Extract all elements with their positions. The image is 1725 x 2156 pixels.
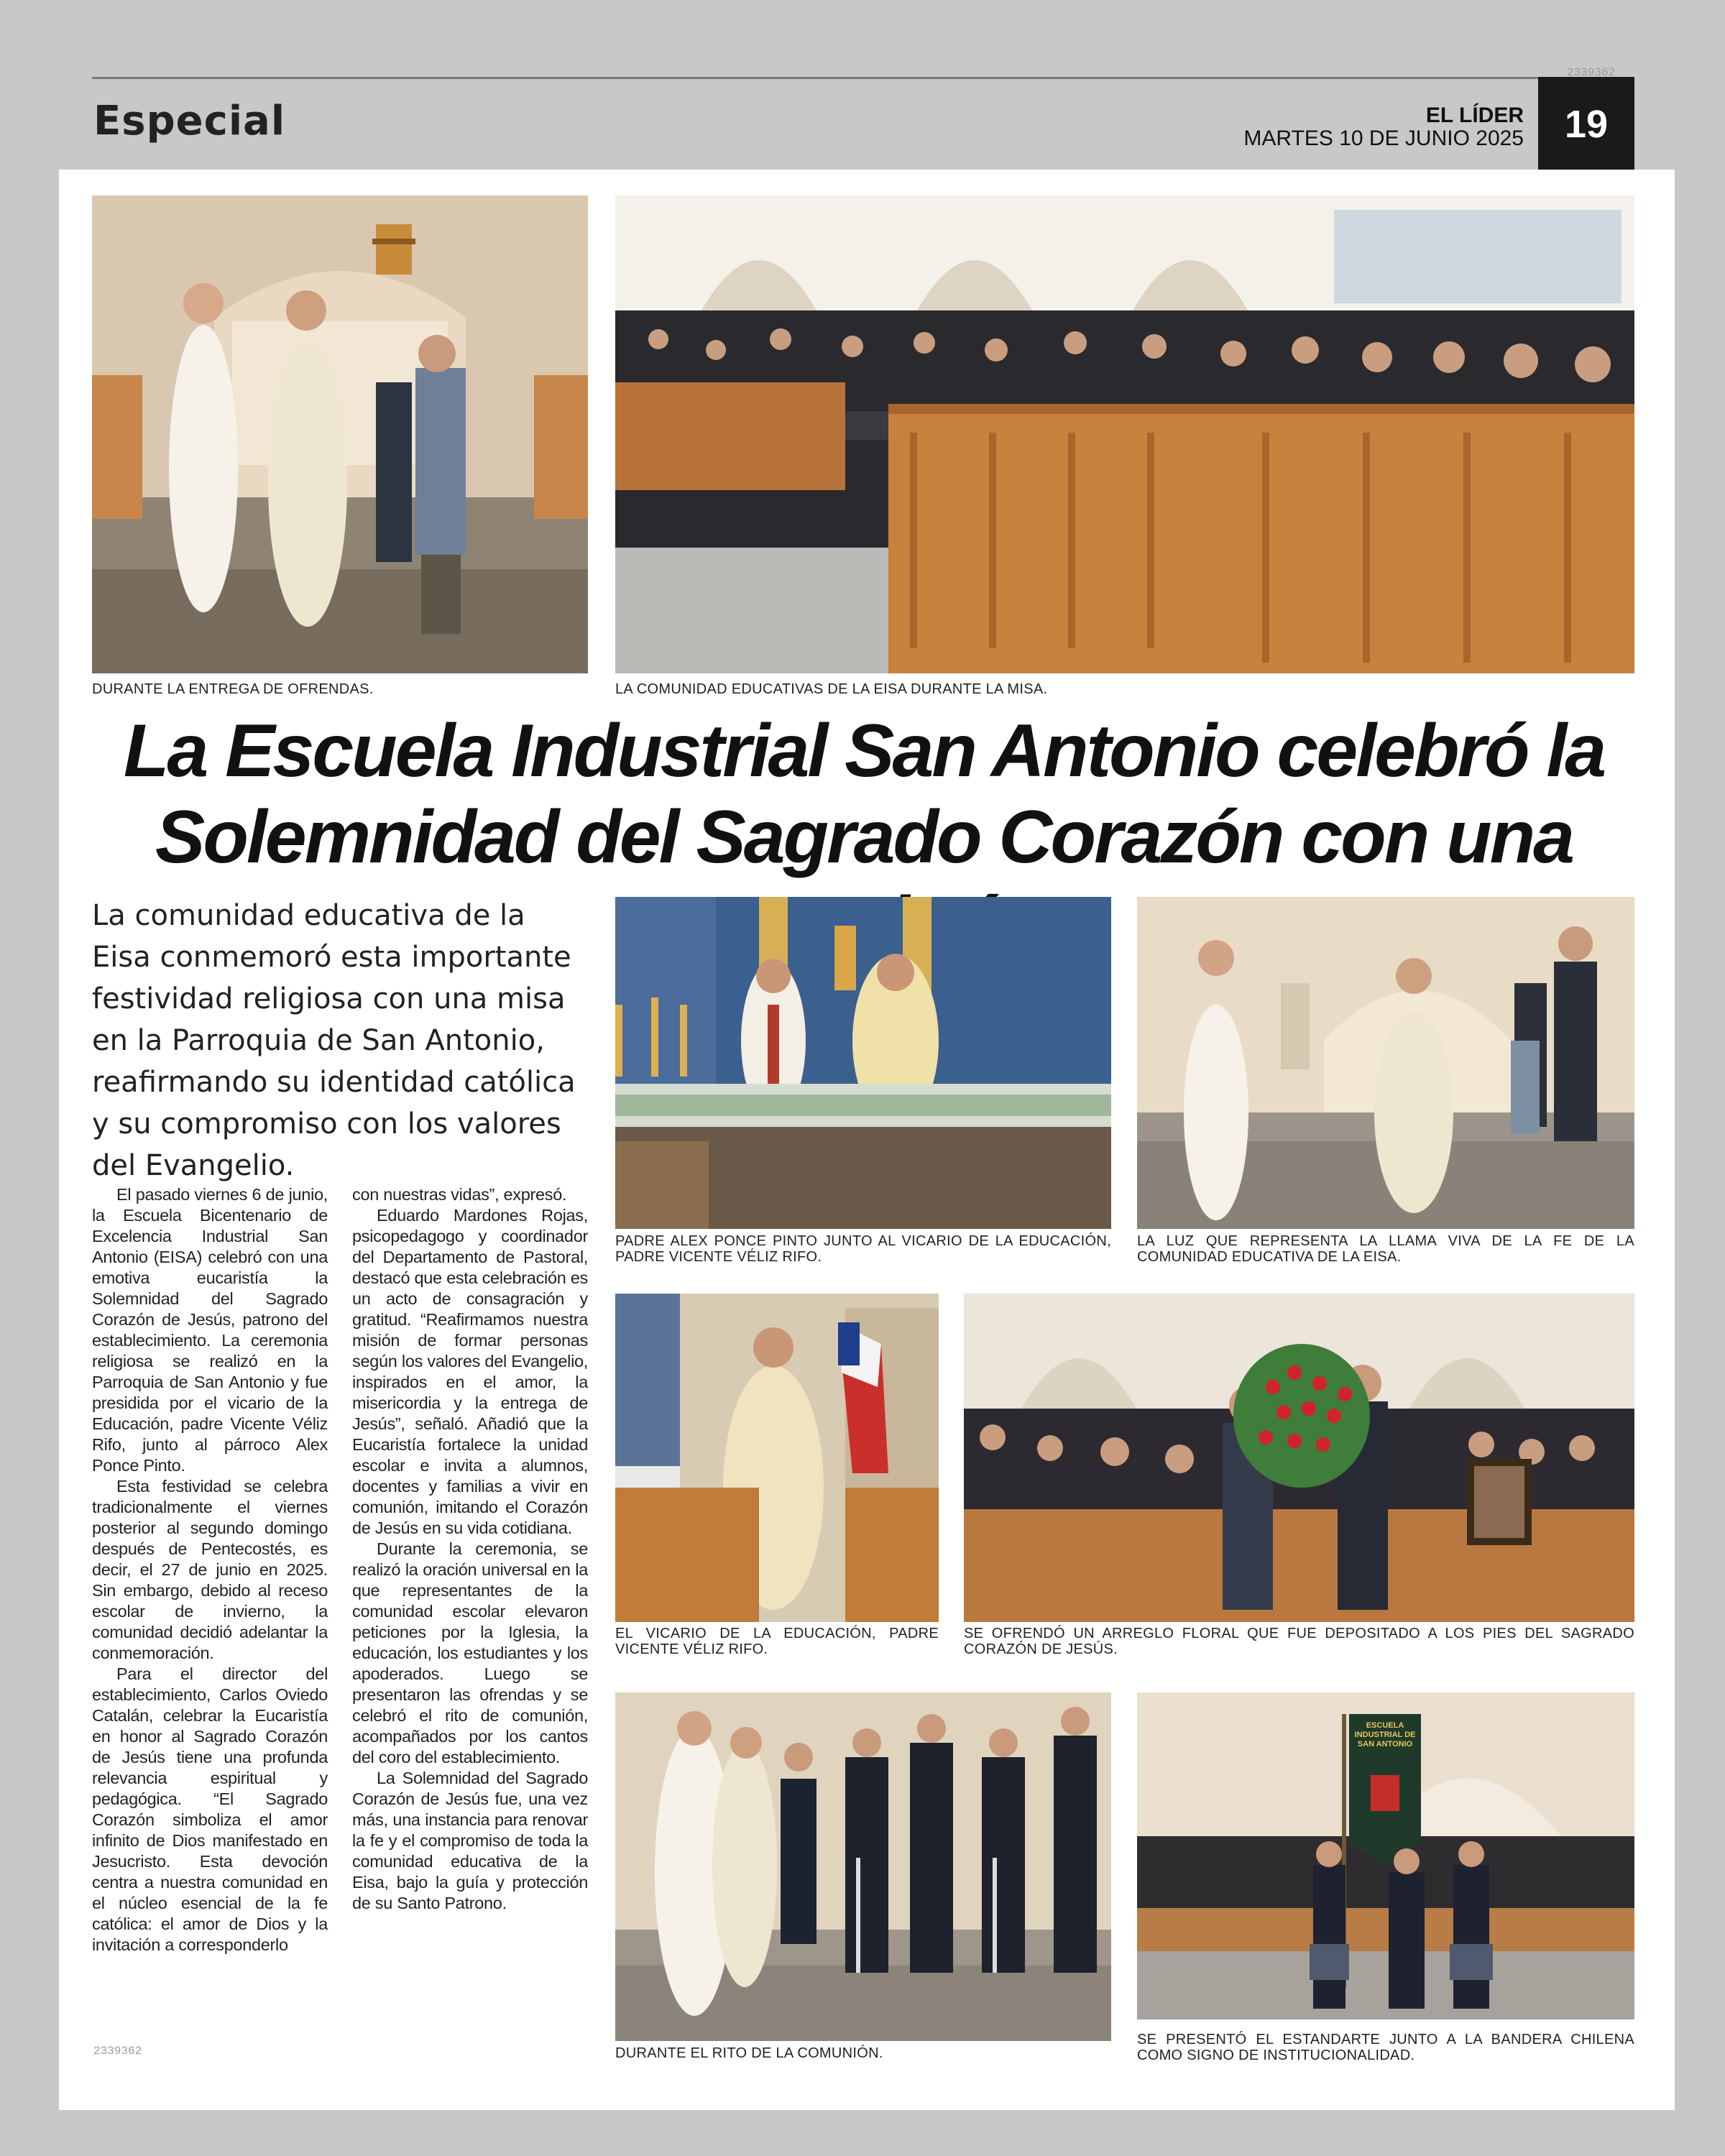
paragraph: Esta festividad se celebra tradicionalmente el viernes posterior al segundo domingo después de Pentecostés, es decir, el 27 de junio en 2025. Sin embargo, debido al receso escolar de invierno, la comunidad decidió adelantar la conmemoración. bbox=[92, 1477, 328, 1662]
caption-vicario: EL VICARIO DE LA EDUCACIÓN, PADRE VICENTE VÉLIZ RIFO. bbox=[615, 1626, 939, 1657]
paragraph: El pasado viernes 6 de junio, la Escuela Bicentenario de Excelencia Industrial San Antonio (EISA) celebró con una emotiva eucaristía la Solemnidad del Sagrado Corazón de Jesús, patrono del establecimiento. La ceremonia religiosa se realizó en la Parroquia de San Antonio y fue presidida por el vicario de la Educación, padre Vicente Véliz Rifo, junto al párroco Alex Ponce Pinto. bbox=[92, 1185, 328, 1475]
paragraph: con nuestras vidas”, expresó. bbox=[352, 1185, 567, 1204]
photo-ofrendas bbox=[92, 195, 588, 673]
serial-bottom: 2339362 bbox=[93, 2045, 142, 2058]
photo-luz bbox=[1137, 897, 1634, 1229]
banner-text: ESCUELA INDUSTRIAL DE SAN ANTONIO bbox=[1354, 1721, 1416, 1749]
section-title: Especial bbox=[93, 98, 286, 144]
caption-comunion: DURANTE EL RITO DE LA COMUNIÓN. bbox=[615, 2045, 883, 2061]
paragraph: Durante la ceremonia, se realizó la oración universal en la que representantes de la comunidad escolar elevaron peticiones por la Iglesia, la educación, los estudiantes y los apoderados. Luego se presentaron las ofrendas y se celebró el rito de comunión, acompañados por los cantos del coro del establecimiento. bbox=[352, 1539, 588, 1766]
article-column-1 bbox=[92, 1184, 328, 1955]
caption-comunidad: LA COMUNIDAD EDUCATIVAS DE LA EISA DURANTE LA MISA. bbox=[615, 681, 1048, 697]
paragraph: Para el director del establecimiento, Carlos Oviedo Catalán, celebrar la Eucaristía en honor al Sagrado Corazón de Jesús tiene una profunda relevancia espiritual y pedagógica. “El Sagrado Corazón simboliza el amor infinito de Dios manifestado en Jesucristo. Esta devoción centra a nuestra comunidad en el núcleo esencial de la fe católica: el amor de Dios y la invitación a corresponderlo bbox=[92, 1664, 328, 1954]
photo-comunidad bbox=[615, 195, 1634, 673]
photo-floral bbox=[964, 1294, 1634, 1622]
paragraph: Eduardo Mardones Rojas, psicopedagogo y coordinador del Departamento de Pastoral, destacó que esta celebración es un acto de consagración y gratitud. “Reafirmamos nuestra misión de formar personas según los valores del Evangelio, inspirados en el amor, la misericordia y la entrega de Jesús”, señaló. Añadió que la Eucaristía fortalece la unidad escolar e invita a alumnos, docentes y familias a vivir en comunión, imitando el Corazón de Jesús en su vida cotidiana. bbox=[352, 1206, 588, 1537]
page-number: 19 bbox=[1538, 77, 1634, 172]
caption-floral: SE OFRENDÓ UN ARREGLO FLORAL QUE FUE DEPOSITADO A LOS PIES DEL SAGRADO CORAZÓN DE JESÚS. bbox=[964, 1626, 1634, 1657]
caption-altar: PADRE ALEX PONCE PINTO JUNTO AL VICARIO DE LA EDUCACIÓN, PADRE VICENTE VÉLIZ RIFO. bbox=[615, 1233, 1111, 1265]
photo-estandarte bbox=[1137, 1692, 1634, 2019]
photo-vicario bbox=[615, 1294, 939, 1622]
headline-line-1: La Escuela Industrial San Antonio celebró la bbox=[123, 709, 1605, 793]
photo-comunion bbox=[615, 1692, 1111, 2041]
paragraph: La Solemnidad del Sagrado Corazón de Jesús fue, una vez más, una instancia para renovar la fe y el compromiso de toda la comunidad educativa de la Eisa, bajo la guía y protección de su Santo Patrono. bbox=[352, 1769, 588, 1912]
caption-luz: LA LUZ QUE REPRESENTA LA LLAMA VIVA DE LA FE DE LA COMUNIDAD EDUCATIVA DE LA EISA. bbox=[1137, 1233, 1634, 1265]
issue-date: MARTES 10 DE JUNIO 2025 bbox=[1243, 126, 1524, 150]
header-rule bbox=[92, 77, 1634, 79]
article-column-2 bbox=[352, 1184, 588, 1914]
newspaper-name: EL LÍDER bbox=[1425, 103, 1524, 127]
article-lead: La comunidad educativa de la Eisa conmemoró esta importante festividad religiosa con una misa en la Parroquia de San Antonio, reafirmando su identidad católica y su compromiso con los valores del Evangelio. bbox=[92, 899, 576, 1182]
photo-altar bbox=[615, 897, 1111, 1229]
headline-line-2: Solemnidad del Sagrado Corazón con una bbox=[155, 796, 1573, 879]
masthead bbox=[1243, 105, 1524, 149]
serial-top: 2339362 bbox=[1567, 66, 1616, 79]
caption-estandarte: SE PRESENTÓ EL ESTANDARTE JUNTO A LA BANDERA CHILENA COMO SIGNO DE INSTITUCIONALIDAD. bbox=[1137, 2032, 1634, 2063]
caption-ofrendas: DURANTE LA ENTREGA DE OFRENDAS. bbox=[92, 681, 374, 697]
